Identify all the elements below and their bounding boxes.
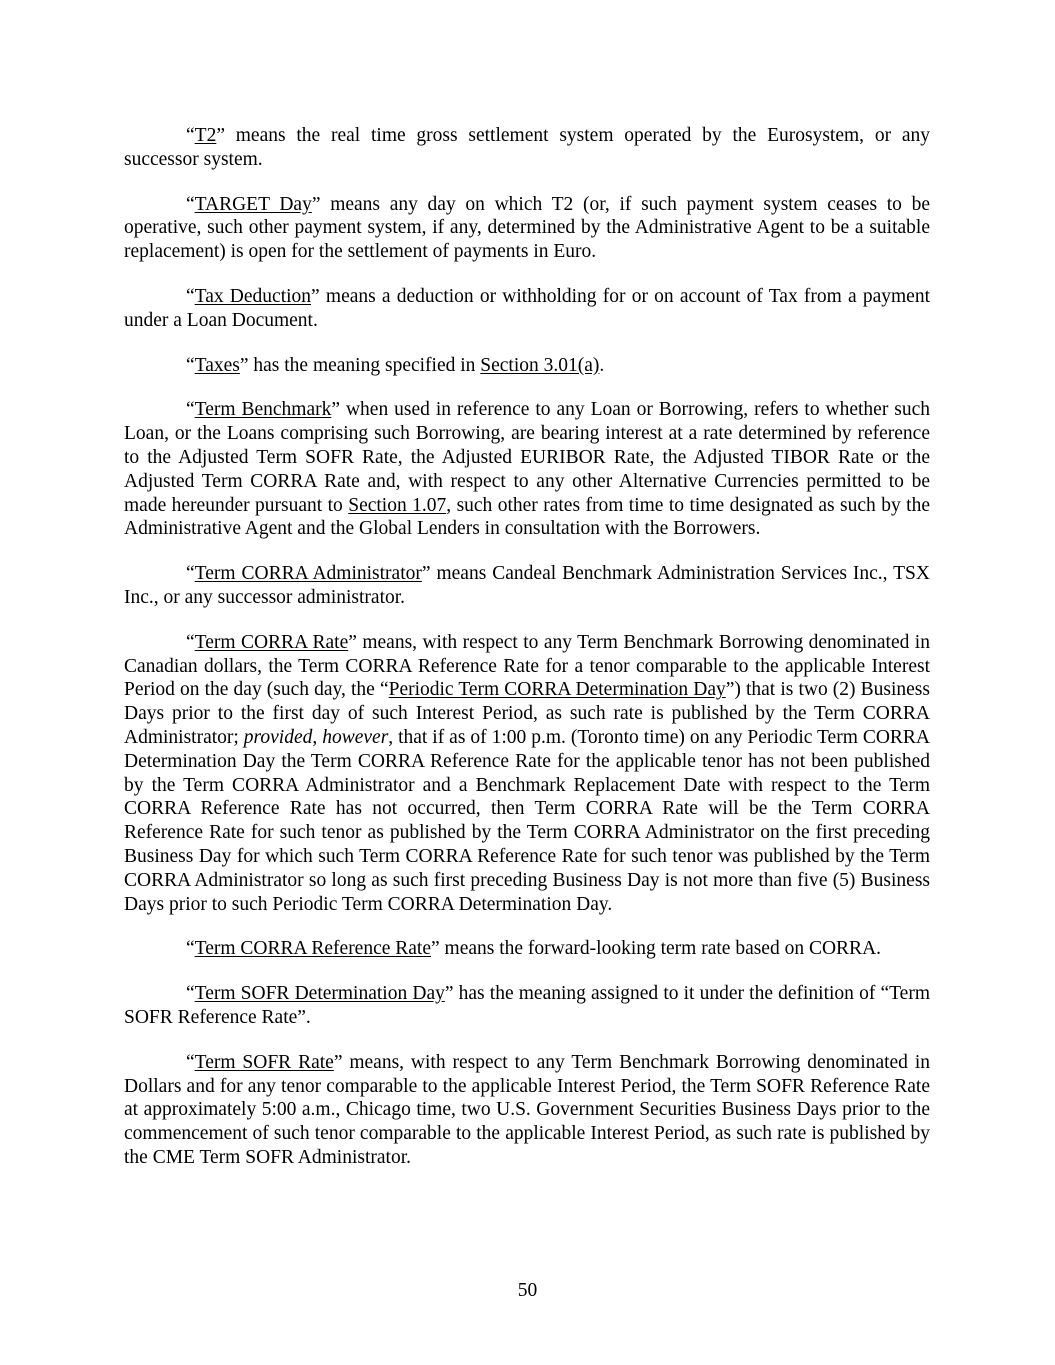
italic-however: however	[322, 726, 389, 748]
definition-target-day	[124, 193, 930, 264]
definition-term-sofr-determination-day	[124, 982, 930, 1030]
definition-term-corra-reference-rate	[124, 937, 930, 961]
definition-text: , such other rates from time to time designated as such by the Administrative Agent and the Global Lenders in consultation with the Borrowers.	[124, 494, 930, 540]
open-quote: “	[186, 1051, 195, 1073]
definition-term-benchmark	[124, 398, 930, 541]
definition-text: ”) that is two (2) Business Days prior to the first day of such Interest Period, as such rate is published by the Term CORRA Administrator;	[124, 679, 930, 748]
definition-text: ” means any day on which T2 (or, if such payment system ceases to be operative, such other payment system, if any, determined by the Administrative Agent to be a suitable replacement) is open for the settlement of payments in Euro.	[124, 193, 931, 263]
defined-term: T2	[194, 125, 217, 146]
italic-provided: provided	[243, 726, 313, 748]
definition-text: ” means, with respect to any Term Benchmark Borrowing denominated in Dollars and for any tenor comparable to the applicable Interest Period, the Term SOFR Reference Rate at approximately 5:00 a.m., Chicago time, two U.S. Government Securities Business Days prior to the commencement of such tenor comparable to the applicable Interest Period, as such rate is published by the CME Term SOFR Administrator.	[124, 1051, 930, 1168]
defined-term: Tax Deduction	[194, 285, 312, 307]
defined-term: Taxes	[194, 354, 240, 376]
open-quote: “	[186, 125, 195, 146]
definition-text: ” has the meaning assigned to it under the definition of “Term SOFR Reference Rate”.	[124, 983, 930, 1028]
defined-term: Term CORRA Administrator	[194, 563, 422, 585]
page-number: 50	[517, 1280, 538, 1301]
section-reference-link[interactable]: Section 1.07	[348, 494, 447, 516]
document-body	[124, 124, 930, 1191]
defined-subterm: Periodic Term CORRA Determination Day	[388, 679, 726, 701]
defined-term: Term SOFR Rate	[194, 1051, 334, 1073]
definition-term-sofr-rate	[124, 1051, 930, 1170]
defined-term: Term Benchmark	[194, 399, 332, 421]
definition-text: ” has the meaning specified in	[239, 354, 481, 376]
definition-text: ” means the forward-looking term rate based on CORRA.	[431, 938, 882, 960]
open-quote: “	[186, 983, 195, 1005]
defined-term: Term CORRA Reference Rate	[194, 938, 432, 960]
open-quote: “	[186, 354, 195, 376]
open-quote: “	[186, 563, 195, 585]
definition-tax-deduction	[124, 285, 930, 333]
defined-term: Term SOFR Determination Day	[194, 983, 445, 1005]
definition-term-corra-rate	[124, 631, 930, 917]
open-quote: “	[186, 399, 195, 421]
open-quote: “	[186, 631, 195, 653]
definition-text: , that if as of 1:00 p.m. (Toronto time) on any Periodic Term CORRA Determination Day the Term CORRA Reference Rate for the applicable tenor has not been published by the Term CORRA Administrator and a Benchmark Replacement Date with respect to the Term CORRA Reference Rate has not occurred, then Term CORRA Rate will be the Term CORRA Reference Rate for such tenor as published by the Term CORRA Administrator on the first preceding Business Day for which such Term CORRA Reference Rate for such tenor was published by the Term CORRA Administrator so long as such first preceding Business Day is not more than five (5) Business Days prior to such Periodic Term CORRA Determination Day.	[124, 726, 931, 915]
definition-text: ” means, with respect to any Term Benchmark Borrowing denominated in Canadian dollars, the Term CORRA Reference Rate for a tenor comparable to the applicable Interest Period on the day (such day, the “	[124, 631, 930, 701]
definition-text: ,	[312, 726, 323, 748]
open-quote: “	[186, 285, 195, 307]
defined-term: Term CORRA Rate	[194, 631, 349, 653]
definition-text: ” means the real time gross settlement system operated by the Eurosystem, or any successor system.	[124, 125, 930, 170]
open-quote: “	[186, 193, 195, 215]
definition-term-corra-administrator	[124, 562, 930, 610]
open-quote: “	[186, 938, 195, 960]
definition-text: ” means Candeal Benchmark Administration Services Inc., TSX Inc., or any successor administrator.	[124, 563, 930, 608]
definition-t2	[124, 124, 930, 172]
definition-text: ” means a deduction or withholding for or on account of Tax from a payment under a Loan Document.	[124, 285, 931, 331]
definition-text: .	[599, 354, 605, 376]
definition-text: ” when used in reference to any Loan or Borrowing, refers to whether such Loan, or the Loans comprising such Borrowing, are bearing interest at a rate determined by reference to the Adjusted Term SOFR Rate, the Adjusted EURIBOR Rate, the Adjusted TIBOR Rate or the Adjusted Term CORRA Rate and, with respect to any other Alternative Currencies permitted to be made hereunder pursuant to	[124, 399, 931, 516]
section-reference-link[interactable]: Section 3.01(a)	[480, 354, 600, 376]
definition-taxes	[124, 354, 930, 378]
defined-term: TARGET Day	[194, 193, 312, 215]
